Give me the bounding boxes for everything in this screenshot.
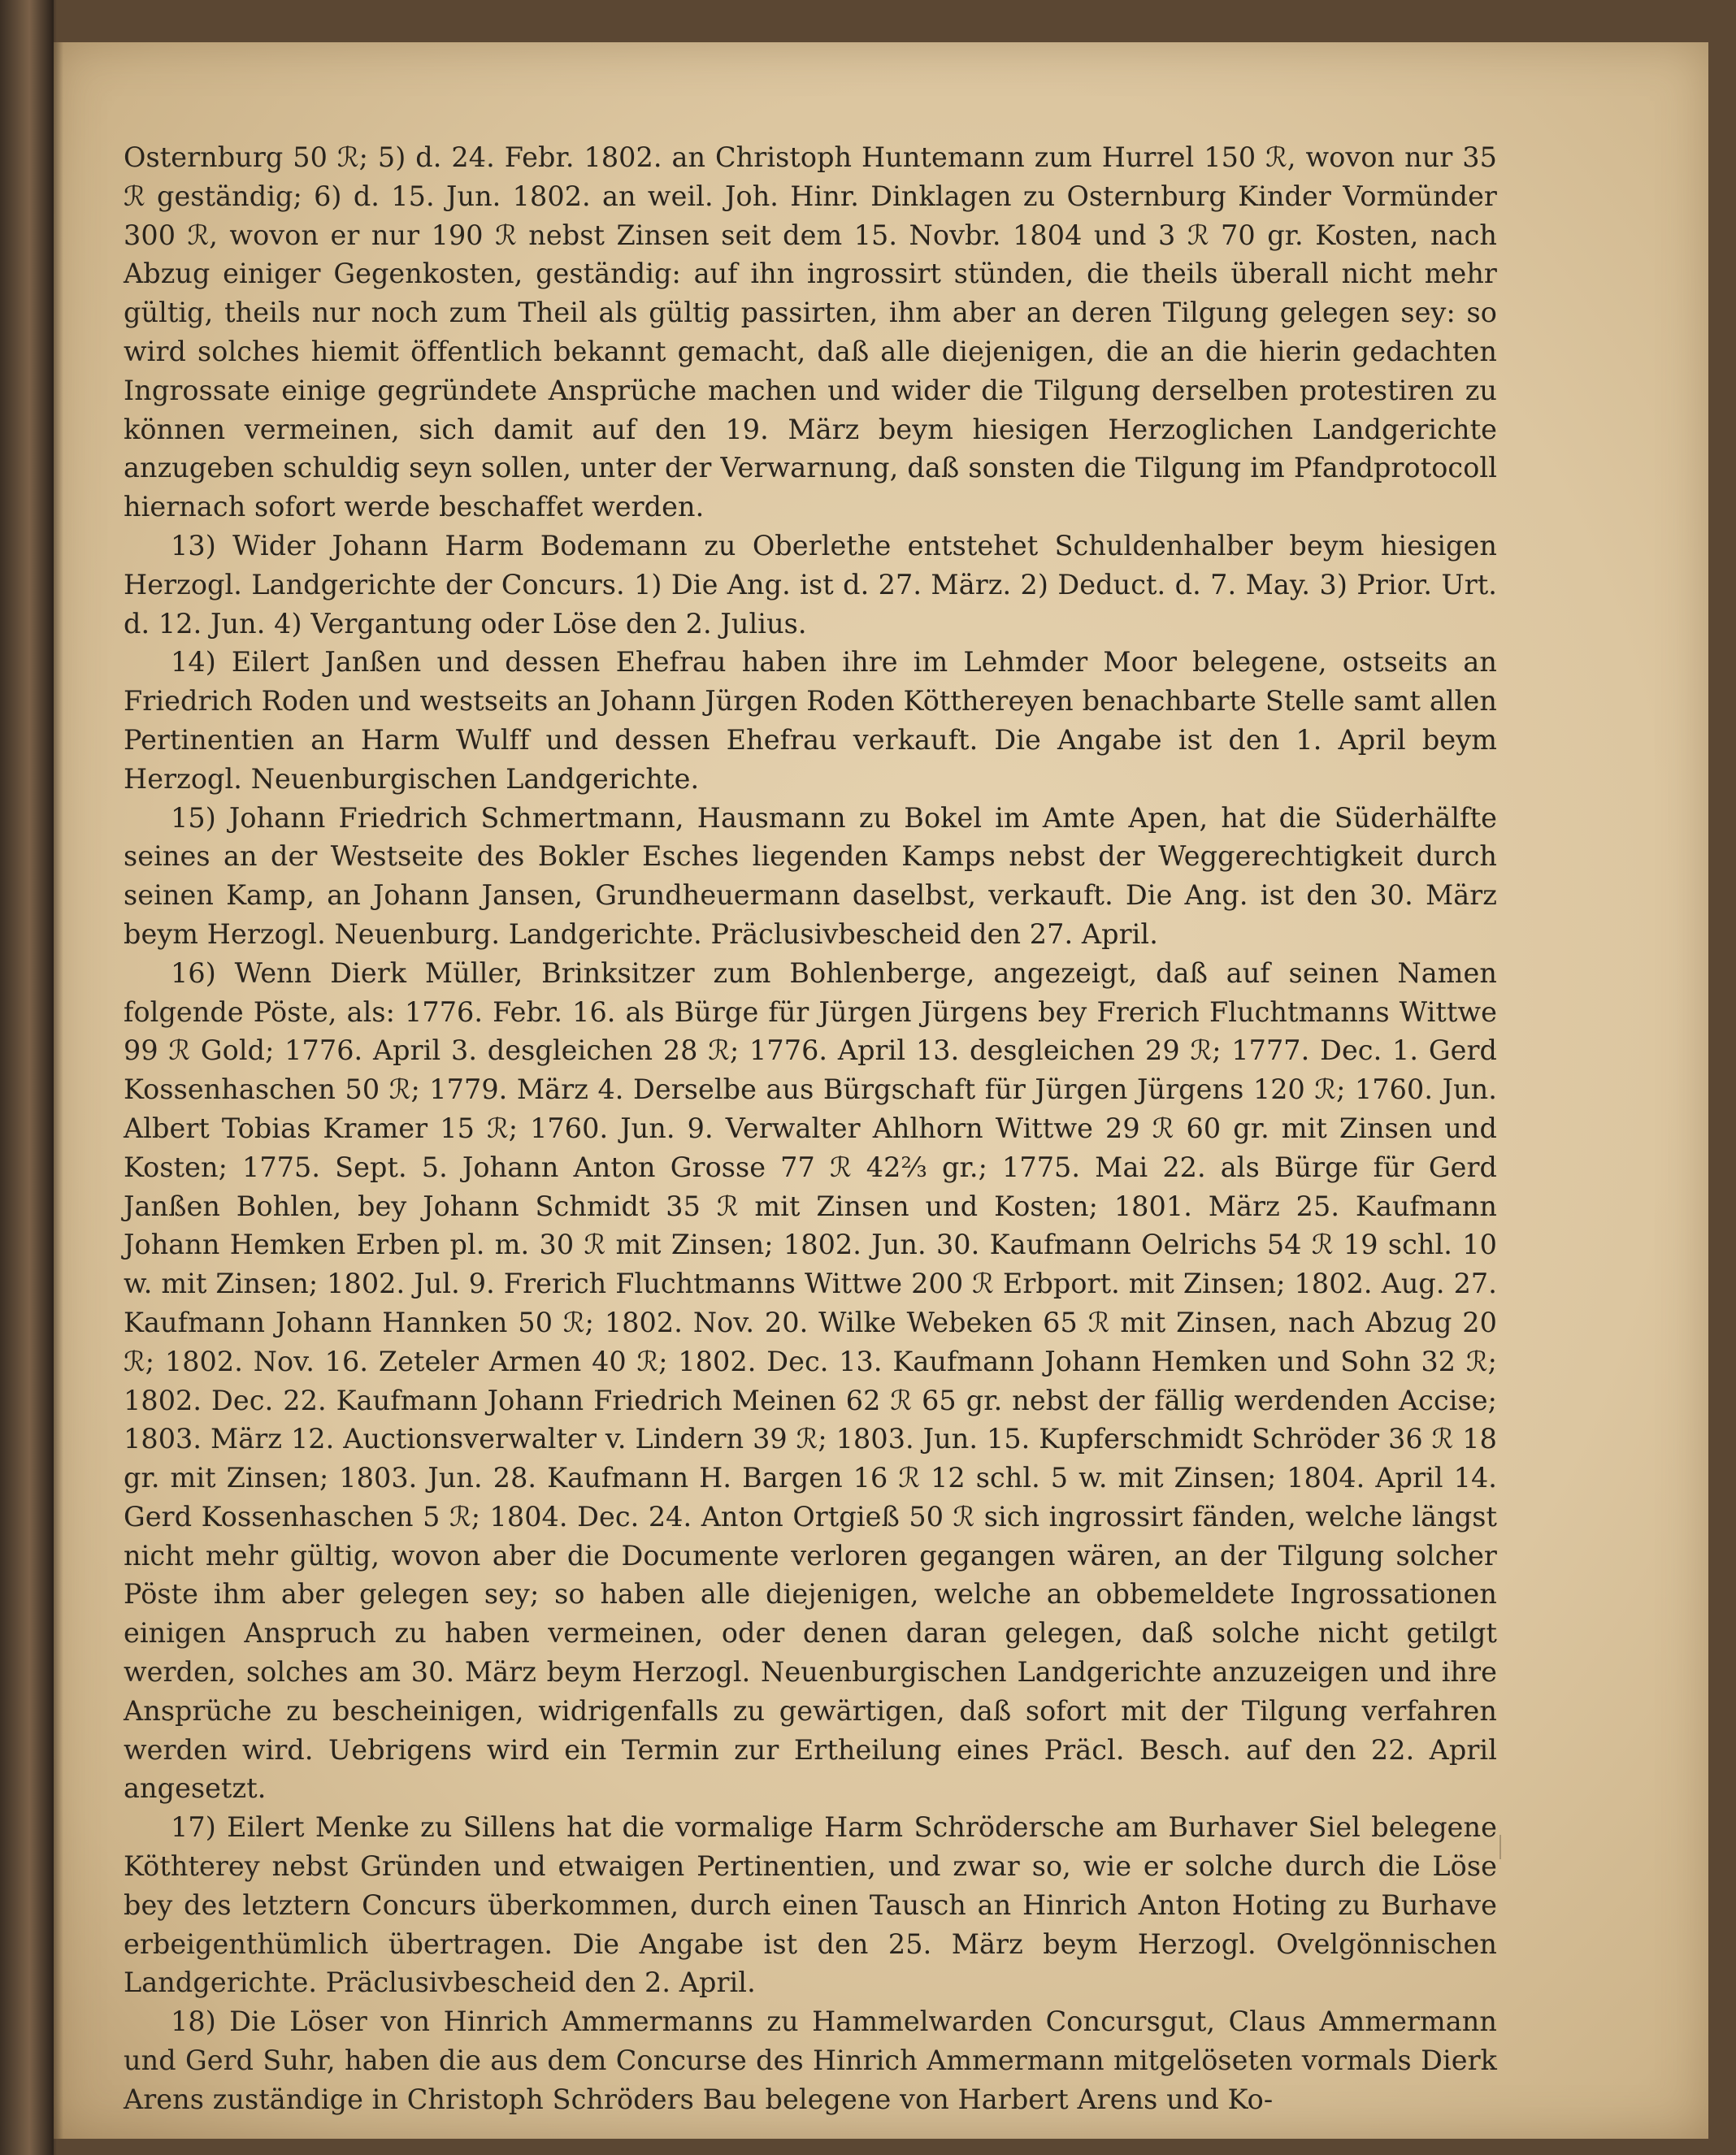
paragraph-14: 14) Eilert Janßen und dessen Ehefrau haben ihre im Lehmder Moor belegene, ostseits an Friedrich Roden und westseits an Johann Jürgen Roden Kötthereyen benachbarte Stelle samt allen Pertinentien an Harm Wulff und dessen Ehefrau verkauft. Die Angabe ist den 1. April beym Herzogl. Neuenburgischen Landgerichte. (124, 646, 1497, 795)
paragraph-continuation: Osternburg 50 ℛ︁; 5) d. 24. Febr. 1802. an Christoph Huntemann zum Hurrel 150 ℛ︁, wovon nur 35 ℛ︁ geständig; 6) d. 15. Jun. 1802. an weil. Joh. Hinr. Dinklagen zu Osternburg Kinder Vormünder 300 ℛ︁, wovon er nur 190 ℛ︁ nebst Zinsen seit dem 15. Novbr. 1804 und 3 ℛ︁ 70 gr. Kosten, nach Abzug einiger Gegenkosten, geständig: auf ihn ingrossirt stünden, die theils überall nicht mehr gültig, theils nur noch zum Theil als gültig passirten, ihm aber an deren Tilgung gelegen sey: so wird solches hiemit öffentlich bekannt gemacht, daß alle diejenigen, die an die hierin gedachten Ingrossate einige gegründete Ansprüche machen und wider die Tilgung derselben protestiren zu können vermeinen, sich damit auf den 19. März beym hiesigen Herzoglichen Landgerichte anzugeben schuldig seyn sollen, unter der Verwarnung, daß sonsten die Tilgung im Pfandprotocoll hiernach sofort werde beschaffet werden. (124, 141, 1497, 523)
paragraph-15: 15) Johann Friedrich Schmertmann, Hausmann zu Bokel im Amte Apen, hat die Süderhälfte seines an der Westseite des Bokler Esches liegenden Kamps nebst der Weggerechtigkeit durch seinen Kamp, an Johann Jansen, Grundheuermann daselbst, verkauft. Die Ang. ist den 30. März beym Herzogl. Neuenburg. Landgerichte. Präclusivbescheid den 27. April. (124, 801, 1497, 950)
paragraph-13: 13) Wider Johann Harm Bodemann zu Oberlethe entstehet Schuldenhalber beym hiesigen Herzogl. Landgerichte der Concurs. 1) Die Ang. ist d. 27. März. 2) Deduct. d. 7. May. 3) Prior. Urt. d. 12. Jun. 4) Vergantung oder Löse den 2. Julius. (124, 529, 1497, 640)
paragraph-18: 18) Die Löser von Hinrich Ammermanns zu Hammelwarden Concursgut, Claus Ammermann und Gerd Suhr, haben die aus dem Concurse des Hinrich Ammermann mitgelöseten vormals Dierk Arens zuständige in Christoph Schröders Bau belegene von Harbert Arens und Ko- (124, 2005, 1497, 2115)
page-text (124, 138, 1497, 2119)
paragraph-16: 16) Wenn Dierk Müller, Brinksitzer zum Bohlenberge, angezeigt, daß auf seinen Namen folgende Pöste, als: 1776. Febr. 16. als Bürge für Jürgen Jürgens bey Frerich Fluchtmanns Wittwe 99 ℛ︁ Gold; 1776. April 3. desgleichen 28 ℛ︁; 1776. April 13. desgleichen 29 ℛ︁; 1777. Dec. 1. Gerd Kossenhaschen 50 ℛ︁; 1779. März 4. Derselbe aus Bürgschaft für Jürgen Jürgens 120 ℛ︁; 1760. Jun. Albert Tobias Kramer 15 ℛ︁; 1760. Jun. 9. Verwalter Ahlhorn Wittwe 29 ℛ︁ 60 gr. mit Zinsen und Kosten; 1775. Sept. 5. Johann Anton Grosse 77 ℛ︁ 42⅔ gr.; 1775. Mai 22. als Bürge für Gerd Janßen Bohlen, bey Johann Schmidt 35 ℛ︁ mit Zinsen und Kosten; 1801. März 25. Kaufmann Johann Hemken Erben pl. m. 30 ℛ︁ mit Zinsen; 1802. Jun. 30. Kaufmann Oelrichs 54 ℛ︁ 19 schl. 10 w. mit Zinsen; 1802. Jul. 9. Frerich Fluchtmanns Wittwe 200 ℛ︁ Erbport. mit Zinsen; 1802. Aug. 27. Kaufmann Johann Hannken 50 ℛ︁; 1802. Nov. 20. Wilke Webeken 65 ℛ︁ mit Zinsen, nach Abzug 20 ℛ︁; 1802. Nov. 16. Zeteler Armen 40 ℛ︁; 1802. Dec. 13. Kaufmann Johann Hemken und Sohn 32 ℛ︁; 1802. Dec. 22. Kaufmann Johann Friedrich Meinen 62 ℛ︁ 65 gr. nebst der fällig werdenden Accise; 1803. März 12. Auctionsverwalter v. Lindern 39 ℛ︁; 1803. Jun. 15. Kupferschmidt Schröder 36 ℛ︁ 18 gr. mit Zinsen; 1803. Jun. 28. Kaufmann H. Bargen 16 ℛ︁ 12 schl. 5 w. mit Zinsen; 1804. April 14. Gerd Kossenhaschen 5 ℛ︁; 1804. Dec. 24. Anton Ortgieß 50 ℛ︁ sich ingrossirt fänden, welche längst nicht mehr gültig, wovon aber die Documente verloren gegangen wären, an der Tilgung solcher Pöste ihm aber gelegen sey; so haben alle diejenigen, welche an obbemeldete Ingrossationen einigen Anspruch zu haben vermeinen, oder denen daran gelegen, daß solche nicht getilgt werden, solches am 30. März beym Herzogl. Neuenburgischen Landgerichte anzuzeigen und ihre Ansprüche zu bescheinigen, widrigenfalls zu gewärtigen, daß sofort mit der Tilgung verfahren werden wird. Uebrigens wird ein Termin zur Ertheilung eines Präcl. Besch. auf den 22. April angesetzt. (124, 956, 1497, 1805)
binding-fold (0, 0, 54, 2155)
page-edge-shadow (54, 42, 63, 2139)
paragraph-17: 17) Eilert Menke zu Sillens hat die vormalige Harm Schrödersche am Burhaver Siel belegene Köthterey nebst Gründen und etwaigen Pertinentien, und zwar so, wie er solche durch die Löse bey des letztern Concurs überkommen, durch einen Tausch an Hinrich Anton Hoting zu Burhave erbeigenthümlich übertragen. Die Angabe ist den 25. März beym Herzogl. Ovelgönnischen Landgerichte. Präclusivbescheid den 2. April. (124, 1811, 1497, 1999)
margin-mark (1499, 1835, 1501, 1859)
